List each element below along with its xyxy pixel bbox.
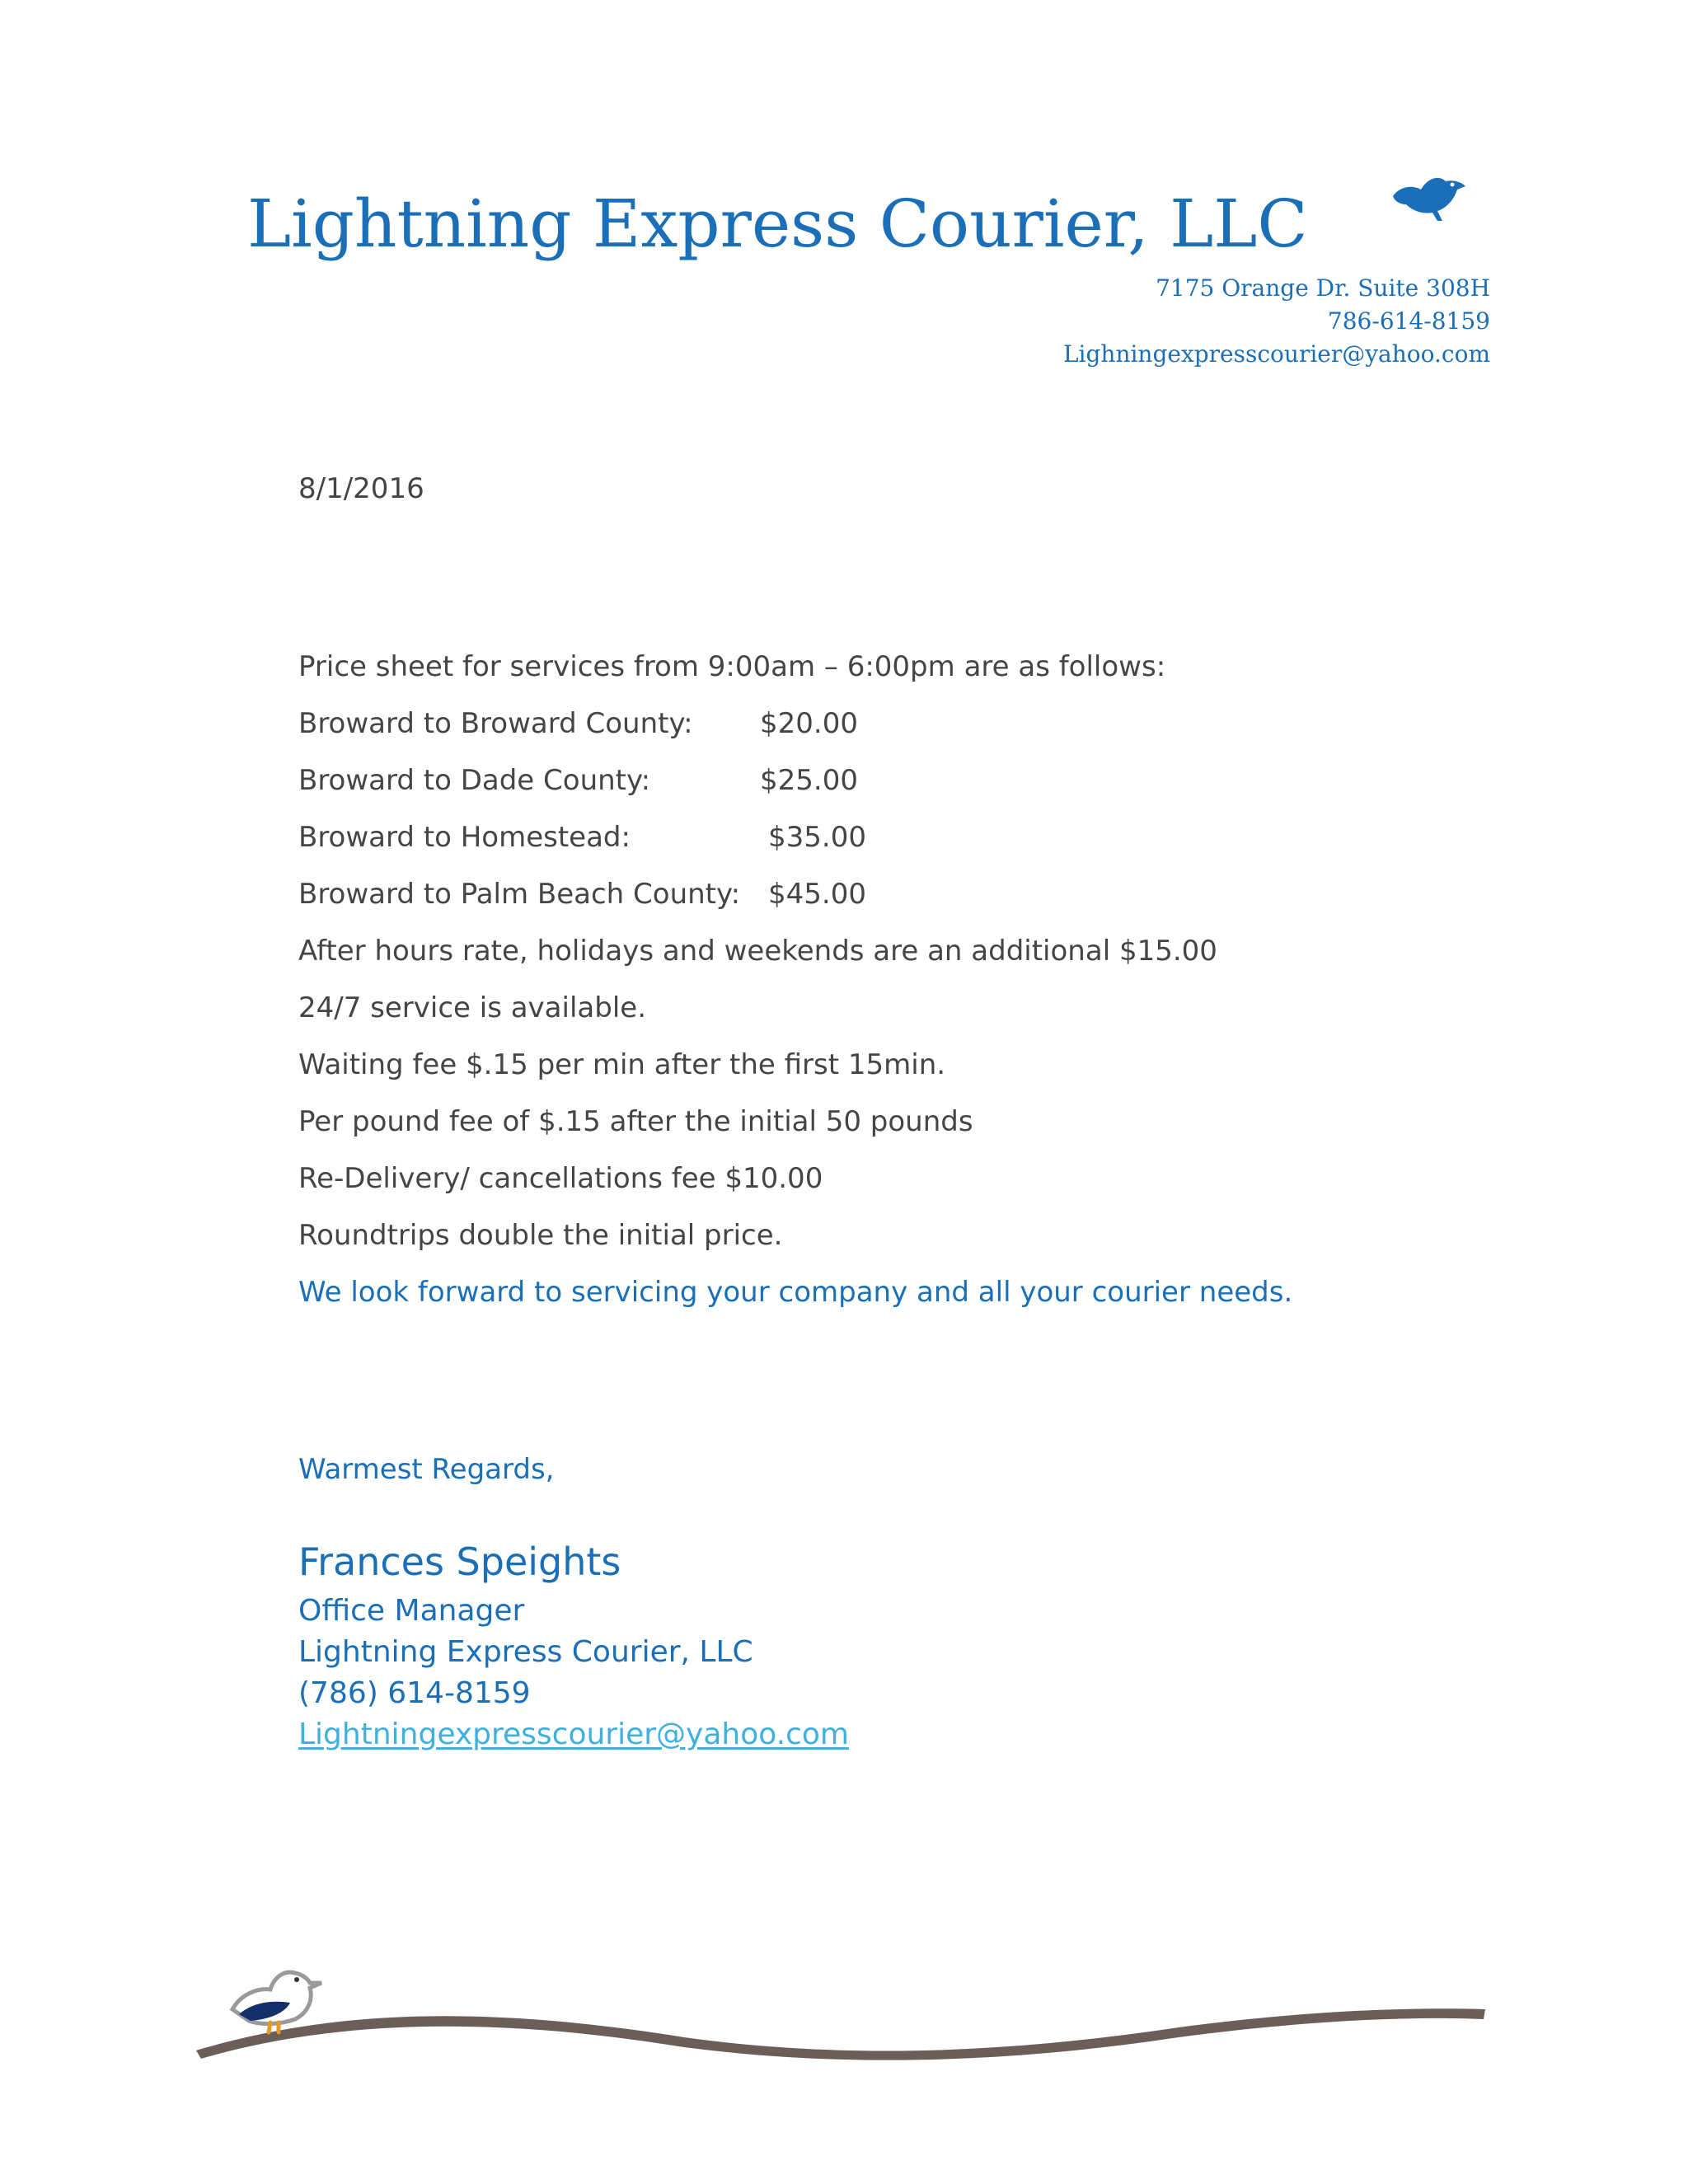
company-name: Lightning Express Courier, LLC bbox=[247, 185, 1308, 262]
price-route-label: Broward to Broward County: bbox=[298, 707, 693, 740]
company-phone: 786-614-8159 bbox=[1327, 307, 1490, 335]
signer-name: Frances Speights bbox=[298, 1540, 621, 1584]
pricing-note: Roundtrips double the initial price. bbox=[298, 1219, 783, 1252]
pricing-note: Re-Delivery/ cancellations fee $10.00 bbox=[298, 1162, 823, 1195]
closing-line: We look forward to servicing your company and all your courier needs. bbox=[298, 1276, 1293, 1309]
price-route-label: Broward to Dade County: bbox=[298, 764, 651, 797]
signer-phone: (786) 614-8159 bbox=[298, 1676, 531, 1710]
price-route-label: Broward to Palm Beach County: bbox=[298, 878, 741, 911]
price-row bbox=[298, 764, 858, 797]
price-row bbox=[298, 878, 866, 911]
pricing-note: After hours rate, holidays and weekends are an additional $15.00 bbox=[298, 935, 1217, 968]
company-address: 7175 Orange Dr. Suite 308H bbox=[1156, 274, 1490, 302]
bluebird-icon bbox=[1385, 171, 1475, 237]
signer-company: Lightning Express Courier, LLC bbox=[298, 1635, 753, 1669]
pricing-note: 24/7 service is available. bbox=[298, 991, 646, 1024]
pricing-note: Per pound fee of $.15 after the initial 50 pounds bbox=[298, 1105, 973, 1138]
price-amount: $20.00 bbox=[760, 707, 858, 740]
perched-bird-icon bbox=[232, 1972, 321, 2032]
pricing-note: Waiting fee $.15 per min after the first 15min. bbox=[298, 1048, 946, 1081]
price-amount: $45.00 bbox=[768, 878, 866, 911]
signer-title: Office Manager bbox=[298, 1594, 525, 1628]
price-sheet-intro: Price sheet for services from 9:00am – 6:00pm are as follows: bbox=[298, 650, 1166, 683]
contact-block bbox=[1063, 272, 1490, 371]
price-route-label: Broward to Homestead: bbox=[298, 821, 631, 854]
price-amount: $25.00 bbox=[760, 764, 858, 797]
price-row bbox=[298, 707, 858, 740]
company-email: Lighningexpresscourier@yahoo.com bbox=[1062, 340, 1490, 368]
branch-line bbox=[196, 2008, 1485, 2060]
branch-decoration bbox=[190, 1945, 1508, 2069]
regards: Warmest Regards, bbox=[298, 1453, 555, 1486]
price-amount: $35.00 bbox=[768, 821, 866, 854]
signer-email-link[interactable]: Lightningexpresscourier@yahoo.com bbox=[298, 1718, 849, 1751]
letter-date: 8/1/2016 bbox=[298, 472, 424, 505]
price-row bbox=[298, 821, 866, 854]
